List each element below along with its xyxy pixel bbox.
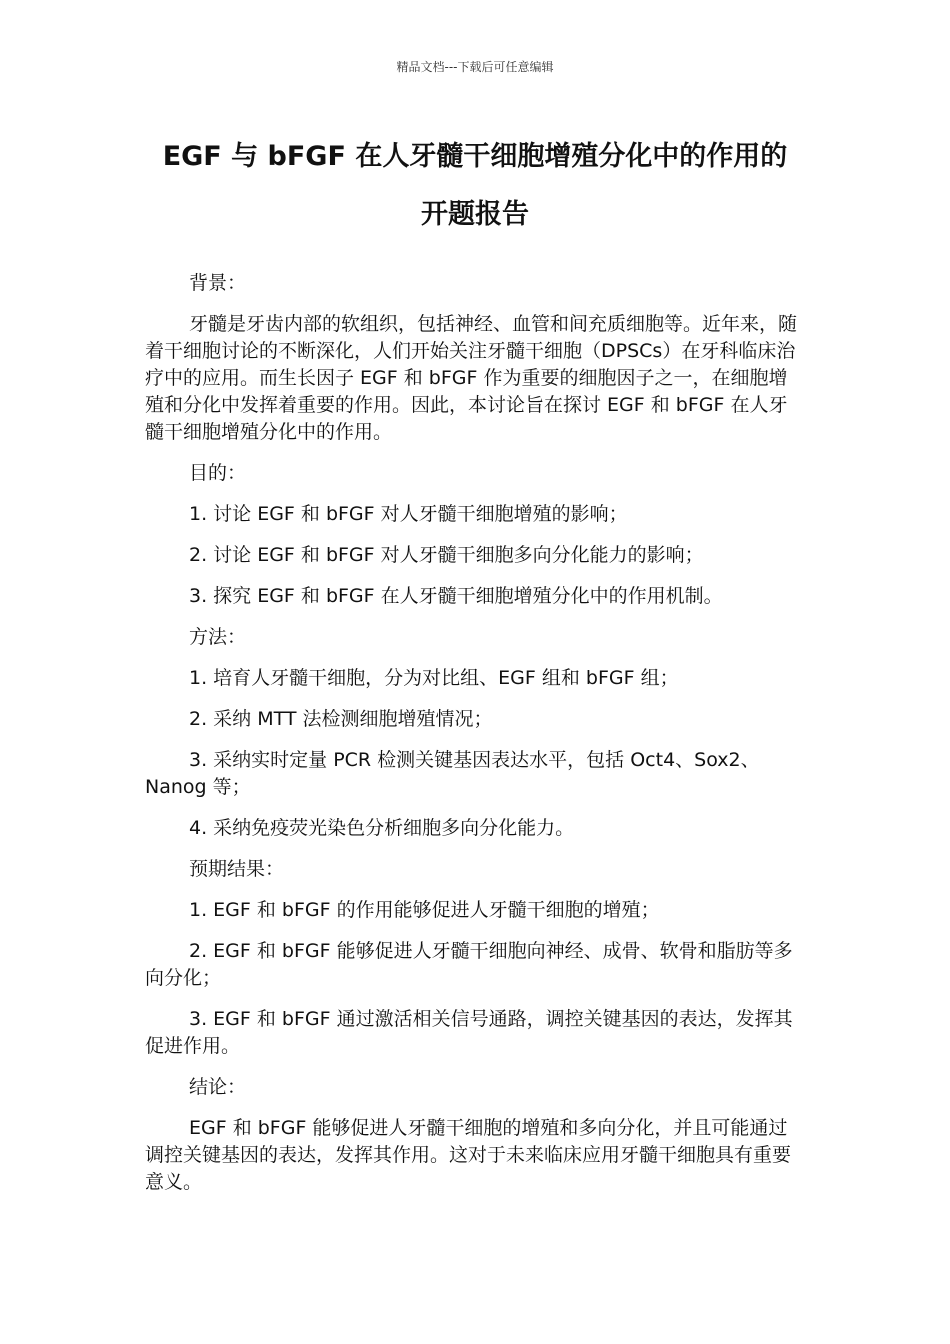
document-title: [120, 128, 830, 244]
title-line-1: EGF 与 bFGF 在人牙髓干细胞增殖分化中的作用的: [162, 141, 788, 172]
purpose-item-3: 3. 探究 EGF 和 bFGF 在人牙髓干细胞增殖分化中的作用机制。: [189, 585, 723, 607]
document-body: [145, 270, 805, 1210]
heading-background: 背景：: [189, 272, 247, 294]
heading-expected-results: 预期结果：: [189, 858, 285, 880]
purpose-item-1: 1. 讨论 EGF 和 bFGF 对人牙髓干细胞增殖的影响；: [189, 503, 628, 525]
result-item-3: 3. EGF 和 bFGF 通过激活相关信号通路，调控关键基因的表达，发挥其促进作用。: [145, 1008, 793, 1057]
method-item-1: 1. 培育人牙髓干细胞，分为对比组、EGF 组和 bFGF 组；: [189, 667, 679, 689]
heading-purpose: 目的：: [189, 462, 247, 484]
method-item-4: 4. 采纳免疫荧光染色分析细胞多向分化能力。: [189, 817, 575, 839]
method-item-3: 3. 采纳实时定量 PCR 检测关键基因表达水平，包括 Oct4、Sox2、Nanog 等；: [145, 749, 760, 798]
result-item-2: 2. EGF 和 bFGF 能够促进人牙髓干细胞向神经、成骨、软骨和脂肪等多向分化；: [145, 940, 793, 989]
paragraph-background: 牙髓是牙齿内部的软组织，包括神经、血管和间充质细胞等。近年来，随着干细胞讨论的不断深化，人们开始关注牙髓干细胞（DPSCs）在牙科临床治疗中的应用。而生长因子 EGF 和 bFGF 作为重要的细胞因子之一，在细胞增殖和分化中发挥着重要的作用。因此，本讨论旨在探讨 EGF 和 bFGF 在人牙髓干细胞增殖分化中的作用。: [145, 313, 798, 443]
paragraph-conclusion: EGF 和 bFGF 能够促进人牙髓干细胞的增殖和多向分化，并且可能通过调控关键基因的表达，发挥其作用。这对于未来临床应用牙髓干细胞具有重要意义。: [145, 1117, 792, 1193]
title-line-2: 开题报告: [421, 199, 529, 230]
page-header: 精品文档---下载后可任意编辑: [396, 60, 554, 74]
result-item-1: 1. EGF 和 bFGF 的作用能够促进人牙髓干细胞的增殖；: [189, 899, 660, 921]
heading-conclusion: 结论：: [189, 1076, 247, 1098]
heading-methods: 方法：: [189, 626, 247, 648]
method-item-2: 2. 采纳 MTT 法检测细胞增殖情况；: [189, 708, 493, 730]
purpose-item-2: 2. 讨论 EGF 和 bFGF 对人牙髓干细胞多向分化能力的影响；: [189, 544, 704, 566]
